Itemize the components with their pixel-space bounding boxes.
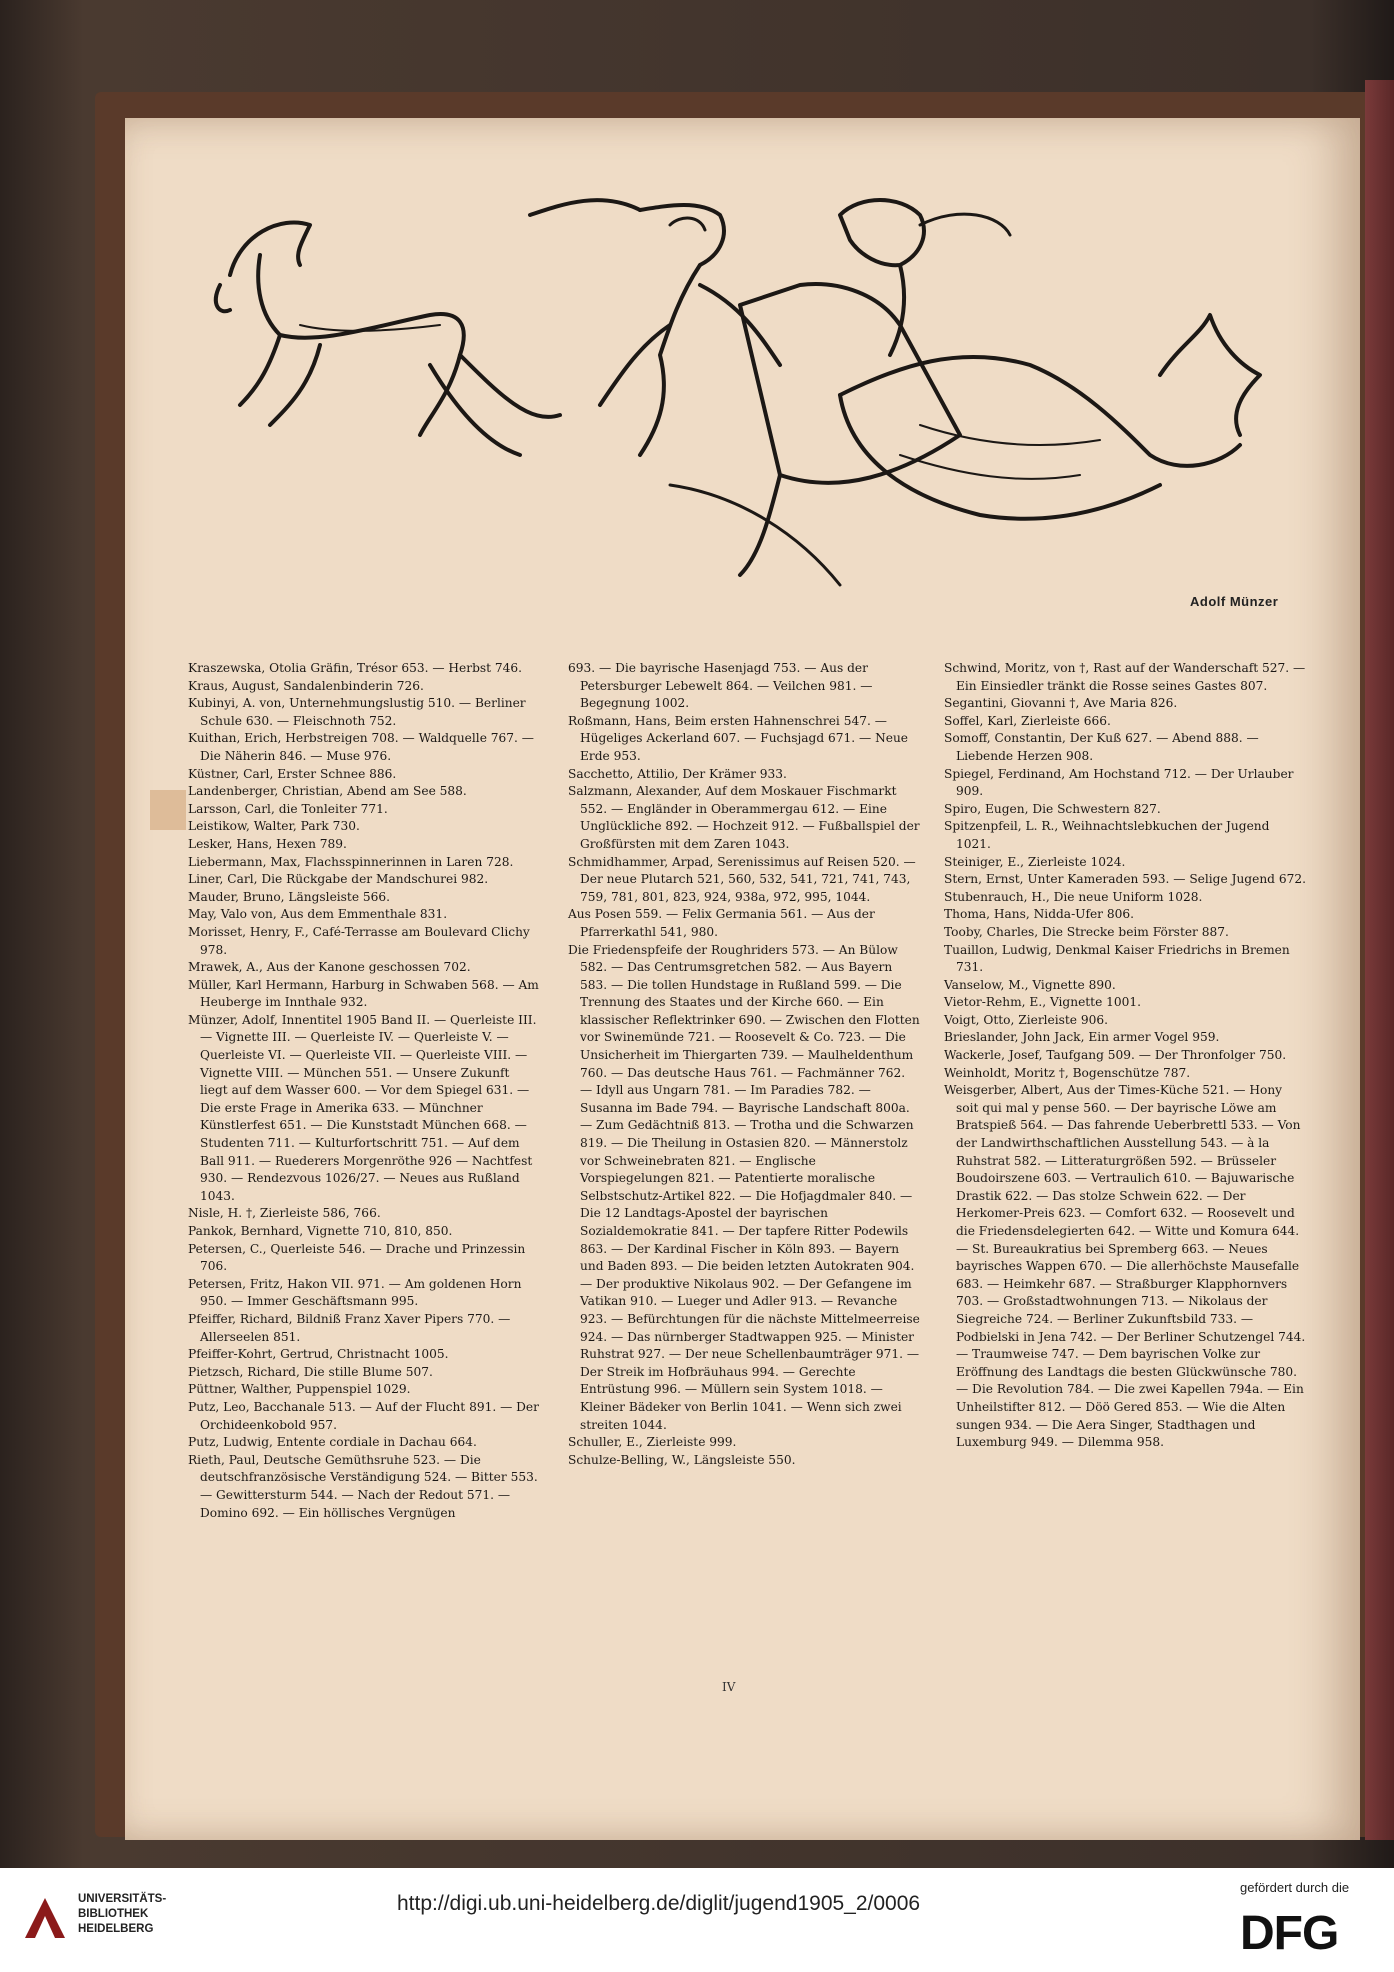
index-entry: Morisset, Henry, F., Café-Terrasse am Boulevard Clichy 978. bbox=[188, 924, 530, 957]
index-entry: Pietzsch, Richard, Die stille Blume 507. bbox=[188, 1364, 433, 1379]
index-entry: Schmidhammer, Arpad, Serenissimus auf Reisen 520. — Der neue Plutarch 521, 560, 532, 541, 721, 741, 743, 759, 781, 801, 823, 924, 938a, 972, 995, 1044. bbox=[568, 854, 916, 904]
index-entry: Mauder, Bruno, Längsleiste 566. bbox=[188, 889, 391, 904]
index-entry: Roßmann, Hans, Beim ersten Hahnenschrei 547. — Hügeliges Ackerland 607. — Fuchsjagd 671. — Neue Erde 953. bbox=[568, 713, 909, 763]
index-entry: Somoff, Constantin, Der Kuß 627. — Abend 888. — Liebende Herzen 908. bbox=[944, 731, 1259, 763]
index-entry: Aus Posen 559. — Felix Germania 561. — Aus der Pfarrerkathl 541, 980. bbox=[568, 907, 875, 939]
index-entry: Münzer, Adolf, Innentitel 1905 Band II. — Querleiste III. — Vignette III. — Querleiste IV. — Querleiste V. — Querleiste VI. — Querleiste VII. — Querleiste VIII. — Vignette VIII. — München 551. — Unsere Zukunft liegt auf dem Wasser 600. — Vor dem Spiegel 631. — Die erste Frage in Amerika 633. — Münchner Künstlerfest 651. — Die Kunststadt München 668. — Studenten 711. — Kulturfortschritt 751. — Auf dem Ball 911. — Ruederers Morgenröthe 926 — Nachtfest 930. — Rendezvous 1026/27. — Neues aus Rußland 1043. bbox=[188, 1012, 537, 1203]
index-entry: Spiro, Eugen, Die Schwestern 827. bbox=[944, 801, 1161, 816]
funding-note: gefördert durch die bbox=[1240, 1880, 1350, 1895]
library-name bbox=[78, 1892, 166, 1937]
index-entry: Weinholdt, Moritz †, Bogenschütze 787. bbox=[944, 1065, 1191, 1080]
index-entry: Lesker, Hans, Hexen 789. bbox=[188, 836, 347, 851]
illustration-goat-sleigh bbox=[200, 195, 1280, 625]
index-entry: Kraszewska, Otolia Gräfin, Trésor 653. — Herbst 746. bbox=[188, 661, 523, 675]
index-entry: Vanselow, M., Vignette 890. bbox=[944, 977, 1116, 992]
index-entry: Pankok, Bernhard, Vignette 710, 810, 850. bbox=[188, 1224, 453, 1238]
index-entry: Püttner, Walther, Puppenspiel 1029. bbox=[188, 1382, 411, 1397]
index-entry: Schulze-Belling, W., Längsleiste 550. bbox=[568, 1452, 796, 1467]
index-entry: Weisgerber, Albert, Aus der Times-Küche 521. — Hony soit qui mal y pense 560. — Der bayrische Löwe am Bratspieß 564. — Das fahrende Ueberbrettl 533. — Von der Landwirthschaftlichen Ausstellung 543. — à la Ruhstrat 582. — Litteraturgrößen 592. — Brüsseler Boudoirszene 603. — Vertraulich 610. — Bajuwarische Drastik 622. — Das stolze Schwein 622. — Der Herkomer-Preis 623. — Comfort 632. — Roosevelt und die Friedensdelegierten 642. — Witte und Komura 644. — St. Bureaukratius bei Spremberg 663. — Neues bayrisches Wappen 670. — Die allerhöchste Mausefalle 683. — Heimkehr 687. — Straßburger Klapphornvers 703. — Großstadtwohnungen 713. — Nikolaus der Siegreiche 724. — Berliner Zukunftsbild 733. — Podbielski in Jena 742. — Der Berliner Schutzengel 744. — Traumweise 747. — Dem bayrischen Volke zur Eröffnung des Landtags die besten Glückwünsche 780. — Die Revolution 784. — Die zwei Kapellen 794a. — Ein Unheilstifter 812. — Döö Gered 853. — Wie die Alten sungen 934. — Die Aera Singer, Stadthagen und Luxemburg 949. — Dilemma 958. bbox=[944, 1083, 1306, 1450]
page-tab-mark bbox=[150, 790, 186, 830]
book-spine-right bbox=[1365, 80, 1394, 1840]
index-column-3 bbox=[944, 660, 1308, 1452]
index-entry: Leistikow, Walter, Park 730. bbox=[188, 819, 360, 834]
index-column-1 bbox=[188, 660, 540, 1522]
footer-bar bbox=[0, 1868, 1394, 1972]
index-entry: Petersen, Fritz, Hakon VII. 971. — Am goldenen Horn 950. — Immer Geschäftsmann 995. bbox=[188, 1276, 522, 1309]
index-entry: Putz, Leo, Bacchanale 513. — Auf der Flucht 891. — Der Orchideenkobold 957. bbox=[188, 1399, 539, 1432]
index-entry: Tuaillon, Ludwig, Denkmal Kaiser Friedrichs in Bremen 731. bbox=[944, 942, 1290, 975]
index-entry: Spitzenpfeil, L. R., Weihnachtslebkuchen der Jugend 1021. bbox=[944, 819, 1270, 851]
source-url-link[interactable]: http://digi.ub.uni-heidelberg.de/diglit/jugend1905_2/0006 bbox=[397, 1892, 921, 1915]
index-entry: Thoma, Hans, Nidda-Ufer 806. bbox=[944, 907, 1135, 922]
index-entry: Die Friedenspfeife der Roughriders 573. — An Bülow 582. — Das Centrumsgretchen 582. — Aus Bayern 583. — Die tollen Hundstage in Rußland 599. — Die Trennung des Staates und der Kirche 660. — Ein klassischer Reflektrinker 690. — Zwischen den Flotten vor Swinemünde 721. — Roosevelt & Co. 723. — Die Unsicherheit im Thiergarten 739. — Maulheldenthum 760. — Das deutsche Haus 761. — Fachmänner 762. — Idyll aus Ungarn 781. — Im Paradies 782. — Susanna im Bade 794. — Bayrische Landschaft 800a. — Zum Gedächtniß 813. — Trotha und die Schwarzen 819. — Die Theilung in Ostasien 820. — Männerstolz vor Schweinebraten 821. — Englische Vorspiegelungen 821. — Patentierte moralische Selbstschutz-Artikel 822. — Die Hofjagdmaler 840. — Die 12 Landtags-Apostel der bayrischen Sozialdemokratie 841. — Der tapfere Ritter Podewils 863. — Der Kardinal Fischer in Köln 893. — Bayern und Baden 893. — Die beiden letzten Autokraten 904. — Der produktive Nikolaus 902. — Der Gefangene im Vatikan 910. — Lueger und Adler 913. — Revanche 923. — Befürchtungen für die nächste Mittelmeerreise 924. — Das nürnberger Stadtwappen 925. — Minister Ruhstrat 927. — Der neue Schellenbaumträger 971. — Der Streik im Hofbräuhaus 994. — Gerechte Entrüstung 996. — Müllern sein System 1018. — Kleiner Bädeker von Berlin 1041. — Wenn sich zwei streiten 1044. bbox=[568, 942, 920, 1432]
index-entry: Petersen, C., Querleiste 546. — Drache und Prinzessin 706. bbox=[188, 1241, 526, 1274]
dfg-logo: DFG bbox=[1240, 1907, 1339, 1960]
index-entry: Stern, Ernst, Unter Kameraden 593. — Selige Jugend 672. bbox=[944, 872, 1306, 887]
index-entry: Putz, Ludwig, Entente cordiale in Dachau 664. bbox=[188, 1435, 477, 1450]
library-name-line: UNIVERSITÄTS- bbox=[78, 1893, 167, 1905]
index-entry: Segantini, Giovanni †, Ave Maria 826. bbox=[944, 696, 1178, 711]
index-entry: Kubinyi, A. von, Unternehmungslustig 510. — Berliner Schule 630. — Fleischnoth 752. bbox=[188, 696, 526, 728]
index-entry: May, Valo von, Aus dem Emmenthale 831. bbox=[188, 907, 448, 922]
index-entry: Sacchetto, Attilio, Der Krämer 933. bbox=[568, 766, 787, 781]
index-entry: Soffel, Karl, Zierleiste 666. bbox=[944, 713, 1111, 728]
index-entry: Voigt, Otto, Zierleiste 906. bbox=[944, 1012, 1109, 1027]
library-name-line: BIBLIOTHEK bbox=[78, 1908, 149, 1920]
index-entry: Salzmann, Alexander, Auf dem Moskauer Fischmarkt 552. — Engländer in Oberammergau 612. — Eine Unglückliche 892. — Hochzeit 912. — Fußballspiel der Großfürsten mit dem Zaren 1043. bbox=[568, 784, 920, 851]
index-entry: Spiegel, Ferdinand, Am Hochstand 712. — Der Urlauber 909. bbox=[944, 766, 1294, 799]
index-entry: Nisle, H. †, Zierleiste 586, 766. bbox=[188, 1206, 381, 1221]
index-entry: Mrawek, A., Aus der Kanone geschossen 702. bbox=[188, 960, 471, 975]
index-entry: Steiniger, E., Zierleiste 1024. bbox=[944, 854, 1126, 869]
index-entry: Vietor-Rehm, E., Vignette 1001. bbox=[944, 995, 1142, 1010]
index-entry: Tooby, Charles, Die Strecke beim Förster 887. bbox=[944, 924, 1229, 939]
index-entry: Liebermann, Max, Flachsspinnerinnen in Laren 728. bbox=[188, 854, 514, 869]
index-entry: Liner, Carl, Die Rückgabe der Mandschurei 982. bbox=[188, 872, 489, 887]
index-entry: Müller, Karl Hermann, Harburg in Schwaben 568. — Am Heuberge im Innthale 932. bbox=[188, 977, 539, 1010]
library-name-line: HEIDELBERG bbox=[78, 1923, 154, 1935]
index-entry: Larsson, Carl, die Tonleiter 771. bbox=[188, 801, 388, 816]
index-entry: Küstner, Carl, Erster Schnee 886. bbox=[188, 766, 397, 781]
index-entry: Pfeiffer, Richard, Bildniß Franz Xaver Pipers 770. — Allerseelen 851. bbox=[188, 1311, 511, 1344]
index-entry: Pfeiffer-Kohrt, Gertrud, Christnacht 1005. bbox=[188, 1347, 449, 1362]
index-entry: Schuller, E., Zierleiste 999. bbox=[568, 1435, 737, 1450]
index-entry: Kraus, August, Sandalenbinderin 726. bbox=[188, 678, 424, 693]
index-entry: Schwind, Moritz, von †, Rast auf der Wanderschaft 527. — Ein Einsiedler tränkt die Rosse seines Gastes 807. bbox=[944, 661, 1306, 693]
index-entry: Rieth, Paul, Deutsche Gemüthsruhe 523. — Die deutschfranzösische Verständigung 524. — Bitter 553. — Gewittersturm 544. — Nach der Redout 571. — Domino 692. — Ein höllisches Vergnügen bbox=[188, 1452, 538, 1520]
index-entry: Kuithan, Erich, Herbstreigen 708. — Waldquelle 767. — Die Näherin 846. — Muse 976. bbox=[188, 731, 534, 763]
index-entry: Landenberger, Christian, Abend am See 588. bbox=[188, 784, 467, 799]
page-number: IV bbox=[722, 1680, 736, 1694]
university-logo-icon bbox=[20, 1888, 70, 1948]
index-entry: 693. — Die bayrische Hasenjagd 753. — Aus der Petersburger Lebewelt 864. — Veilchen 981. — Begegnung 1002. bbox=[568, 661, 873, 711]
index-column-2 bbox=[568, 660, 920, 1469]
illustration-caption: Adolf Münzer bbox=[1190, 594, 1279, 609]
index-entry: Stubenrauch, H., Die neue Uniform 1028. bbox=[944, 889, 1203, 904]
index-entry: Brieslander, John Jack, Ein armer Vogel 959. bbox=[944, 1030, 1220, 1045]
index-entry: Wackerle, Josef, Taufgang 509. — Der Thronfolger 750. bbox=[944, 1048, 1287, 1063]
